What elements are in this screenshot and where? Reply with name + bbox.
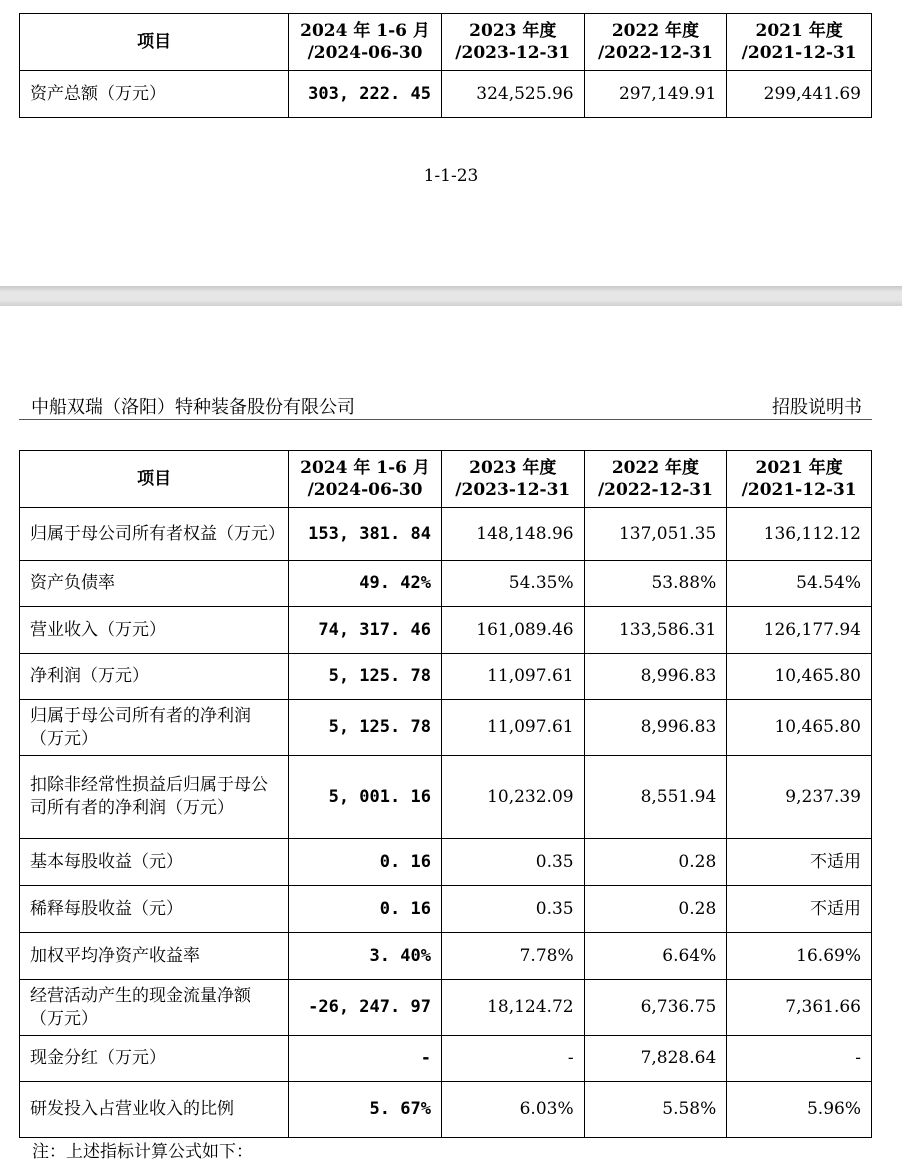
cell-2024h1: 0. 16 <box>289 886 442 933</box>
cell-2021: 16.69% <box>727 933 872 980</box>
cell-2022: 6.64% <box>584 933 727 980</box>
row-label: 资产总额（万元） <box>20 71 289 118</box>
financial-indicators-table <box>19 450 872 1138</box>
table-row <box>20 700 872 756</box>
cell-2021: 136,112.12 <box>727 508 872 561</box>
cell-2022: 8,996.83 <box>584 700 727 756</box>
cell-2021: 54.54% <box>727 561 872 607</box>
cell-2023: - <box>441 1036 584 1082</box>
table-row <box>20 654 872 700</box>
row-label: 归属于母公司所有者权益（万元） <box>20 508 289 561</box>
cell-2021: 299,441.69 <box>727 71 872 118</box>
cell-2022: 297,149.91 <box>584 71 727 118</box>
cell-2023: 11,097.61 <box>441 654 584 700</box>
page-top <box>0 0 902 286</box>
table-row <box>20 933 872 980</box>
row-label: 净利润（万元） <box>20 654 289 700</box>
document-type: 招股说明书 <box>772 397 862 418</box>
table-row <box>20 71 872 118</box>
cell-2023: 10,232.09 <box>441 756 584 839</box>
table-row <box>20 756 872 839</box>
cell-2021: 7,361.66 <box>727 980 872 1036</box>
cell-2022: 53.88% <box>584 561 727 607</box>
cell-2024h1: 303, 222. 45 <box>289 71 442 118</box>
row-label: 基本每股收益（元） <box>20 839 289 886</box>
page-header <box>19 393 872 420</box>
row-label: 经营活动产生的现金流量净额（万元） <box>20 980 289 1036</box>
col-2023-header: 2023 年度 /2023-12-31 <box>441 14 584 71</box>
row-label: 现金分红（万元） <box>20 1036 289 1082</box>
cell-2022: 0.28 <box>584 839 727 886</box>
table-row <box>20 980 872 1036</box>
cell-2022: 8,996.83 <box>584 654 727 700</box>
cell-2023: 18,124.72 <box>441 980 584 1036</box>
table-row <box>20 607 872 654</box>
cell-2022: 7,828.64 <box>584 1036 727 1082</box>
row-label: 研发投入占营业收入的比例 <box>20 1082 289 1138</box>
cell-2024h1: 5, 125. 78 <box>289 700 442 756</box>
row-label: 营业收入（万元） <box>20 607 289 654</box>
col-2024h1-header: 2024 年 1-6 月 /2024-06-30 <box>289 451 442 508</box>
cell-2022: 6,736.75 <box>584 980 727 1036</box>
cell-2023: 6.03% <box>441 1082 584 1138</box>
cell-2024h1: 3. 40% <box>289 933 442 980</box>
col-2021-header: 2021 年度 /2021-12-31 <box>727 451 872 508</box>
table-header <box>20 451 872 508</box>
cell-2024h1: 49. 42% <box>289 561 442 607</box>
cell-2023: 0.35 <box>441 839 584 886</box>
row-label: 稀释每股收益（元） <box>20 886 289 933</box>
table-row <box>20 508 872 561</box>
col-2023-header: 2023 年度 /2023-12-31 <box>441 451 584 508</box>
page-number: 1-1-23 <box>423 166 479 186</box>
cell-2024h1: - <box>289 1036 442 1082</box>
company-name: 中船双瑞（洛阳）特种装备股份有限公司 <box>31 397 355 418</box>
col-2024h1-header: 2024 年 1-6 月 /2024-06-30 <box>289 14 442 71</box>
cell-2023: 11,097.61 <box>441 700 584 756</box>
cell-2021: 126,177.94 <box>727 607 872 654</box>
col-item-header: 项目 <box>20 451 289 508</box>
top-table <box>19 13 872 118</box>
cell-2021: 不适用 <box>727 839 872 886</box>
col-item-header: 项目 <box>20 14 289 71</box>
col-2021-header: 2021 年度 /2021-12-31 <box>727 14 872 71</box>
cell-2023: 148,148.96 <box>441 508 584 561</box>
footnote: 注：上述指标计算公式如下： <box>32 1142 253 1162</box>
cell-2021: 10,465.80 <box>727 700 872 756</box>
cell-2021: 10,465.80 <box>727 654 872 700</box>
page-separator <box>0 286 902 306</box>
cell-2021: 5.96% <box>727 1082 872 1138</box>
col-2022-header: 2022 年度 /2022-12-31 <box>584 451 727 508</box>
cell-2024h1: 5, 001. 16 <box>289 756 442 839</box>
table-row <box>20 1082 872 1138</box>
cell-2024h1: 0. 16 <box>289 839 442 886</box>
cell-2024h1: -26, 247. 97 <box>289 980 442 1036</box>
top-table-header <box>20 14 872 71</box>
table-row <box>20 839 872 886</box>
cell-2023: 324,525.96 <box>441 71 584 118</box>
row-label: 加权平均净资产收益率 <box>20 933 289 980</box>
cell-2021: 不适用 <box>727 886 872 933</box>
cell-2024h1: 74, 317. 46 <box>289 607 442 654</box>
table-row <box>20 1036 872 1082</box>
cell-2022: 0.28 <box>584 886 727 933</box>
row-label: 归属于母公司所有者的净利润（万元） <box>20 700 289 756</box>
cell-2022: 133,586.31 <box>584 607 727 654</box>
cell-2023: 0.35 <box>441 886 584 933</box>
cell-2021: - <box>727 1036 872 1082</box>
row-label: 资产负债率 <box>20 561 289 607</box>
cell-2022: 137,051.35 <box>584 508 727 561</box>
cell-2022: 8,551.94 <box>584 756 727 839</box>
cell-2023: 7.78% <box>441 933 584 980</box>
table-row <box>20 886 872 933</box>
table-row <box>20 561 872 607</box>
cell-2023: 54.35% <box>441 561 584 607</box>
col-2022-header: 2022 年度 /2022-12-31 <box>584 14 727 71</box>
row-label: 扣除非经常性损益后归属于母公司所有者的净利润（万元） <box>20 756 289 839</box>
cell-2024h1: 153, 381. 84 <box>289 508 442 561</box>
cell-2021: 9,237.39 <box>727 756 872 839</box>
cell-2022: 5.58% <box>584 1082 727 1138</box>
cell-2024h1: 5, 125. 78 <box>289 654 442 700</box>
cell-2024h1: 5. 67% <box>289 1082 442 1138</box>
cell-2023: 161,089.46 <box>441 607 584 654</box>
